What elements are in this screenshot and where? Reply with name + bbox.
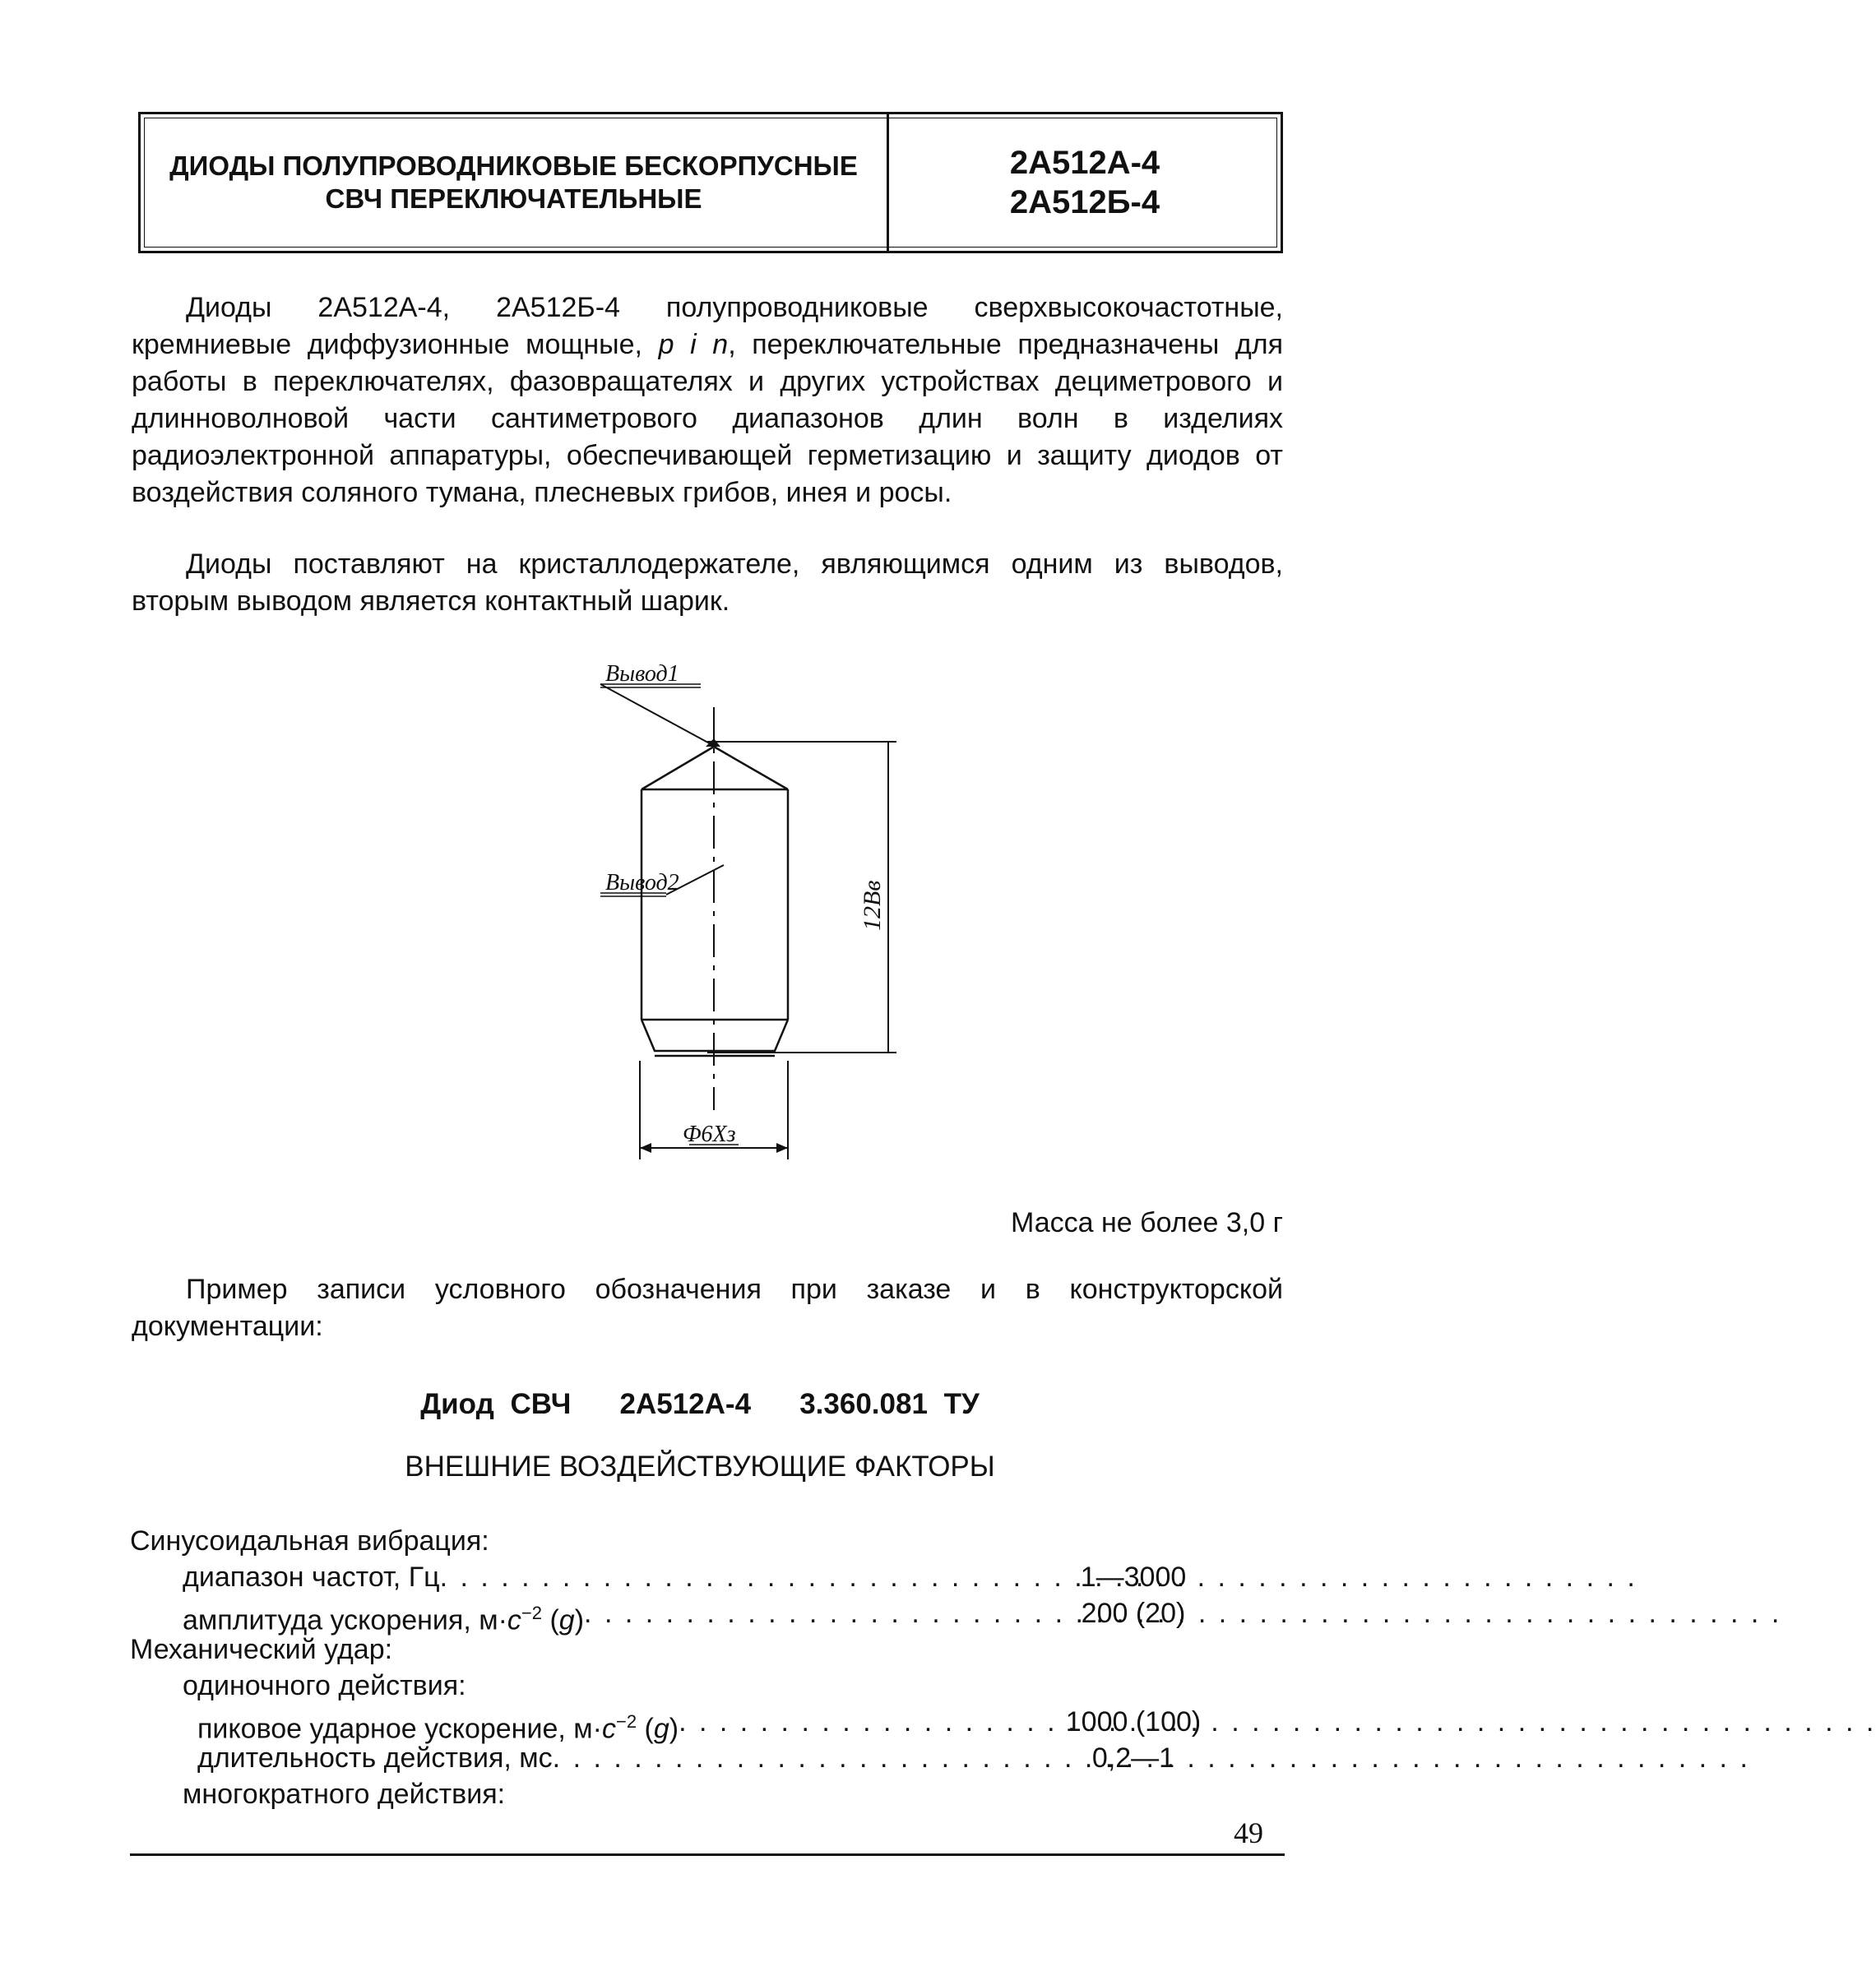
spec-peak-acceleration: пиковое ударное ускорение, $м\cdot c^{-2}$ (g) . . . 1000 (100) — [130, 1704, 1281, 1740]
page-number: 49 — [1234, 1816, 1263, 1849]
title-line-2: СВЧ ПЕРЕКЛЮЧАТЕЛЬНЫЕ — [325, 183, 702, 214]
order-example-text: Пример записи условного обозначения при заказе и в конструкторской документации: — [132, 1274, 1283, 1342]
model-1: 2А512А-4 — [1009, 145, 1160, 181]
model-2: 2А512Б-4 — [1009, 184, 1160, 220]
spec-duration: длительность действия, мс . . . 0,2—1 — [130, 1740, 1281, 1776]
spec-sine-vibration-heading: Синусоидальная вибрация: — [130, 1525, 489, 1557]
spec-duration-value: 0,2—1 — [1091, 1742, 1175, 1774]
title-line-1: ДИОДЫ ПОЛУПРОВОДНИКОВЫЕ БЕСКОРПУСНЫЕ — [169, 150, 858, 181]
dimension-arrow-right — [776, 1143, 788, 1153]
lead-1-label: Вывод1 — [605, 661, 679, 687]
spec-freq-range-value: 1—3000 — [1080, 1562, 1187, 1593]
header-table — [138, 112, 1283, 253]
diameter-dimension-label: Ф6Хз — [683, 1122, 736, 1147]
spec-freq-range: диапазон частот, Гц . . . 1—3000 — [130, 1559, 1281, 1595]
intro-paragraph-2: Диоды поставляют на кристаллодержателе, являющимся одним из выводов, вторым выводом является контактный шарик. — [132, 548, 1283, 617]
model-numbers — [889, 114, 1281, 251]
height-dimension-label: 12Вв — [859, 880, 886, 931]
spec-multiple-action-heading: многократного действия: — [183, 1779, 506, 1810]
mass-note: Масса не более 3,0 г — [1011, 1207, 1283, 1238]
intro-paragraph-1: Диоды 2А512А-4, 2А512Б-4 полупроводниковые сверхвысокочастотные, кремниевые диффузионные мощные, p i n, переключательные предназначены для работы в переключателях, фазовращателях и других устройствах дециметрового и длинноволновой части сантиметрового диапазонов длин волн в изделиях радиоэлектронной аппаратуры, обеспечивающей герметизацию и защиту диодов от воздействия соляного тумана, плесневых грибов, инея и росы. — [132, 292, 1284, 508]
specs-list — [130, 1523, 1281, 1812]
spec-mech-shock-heading: Механический удар: — [130, 1634, 393, 1665]
lead-2-label: Вывод2 — [605, 870, 679, 895]
spec-peak-acceleration-value: 1000 (100) — [1065, 1706, 1202, 1738]
spec-accel-amplitude: амплитуда ускорения, $м\cdot c^{-2}$ (g) . . . 200 (20) — [130, 1595, 1281, 1631]
dimension-arrow-left — [640, 1143, 651, 1153]
footer-rule — [130, 1853, 1285, 1856]
section-title: ВНЕШНИЕ ВОЗДЕЙСТВУЮЩИЕ ФАКТОРЫ — [405, 1451, 995, 1483]
document-title — [141, 114, 889, 251]
designation-example: Диод СВЧ 2А512А-4 3.360.081 ТУ — [420, 1388, 980, 1420]
spec-accel-amplitude-value: 200 (20) — [1081, 1598, 1186, 1629]
diode-drawing — [461, 650, 921, 1184]
spec-single-action-heading: одиночного действия: — [183, 1670, 466, 1701]
